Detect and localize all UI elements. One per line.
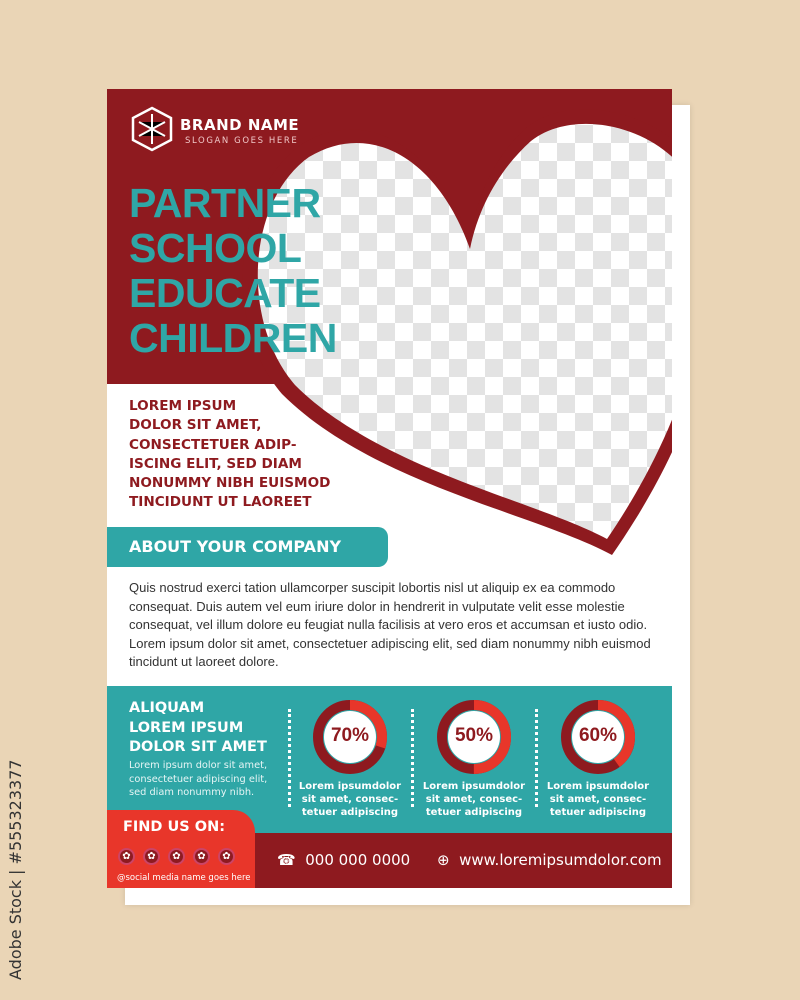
globe-icon: ⊕ (437, 851, 450, 869)
subheading-line: TINCIDUNT UT LAOREET (129, 494, 312, 511)
about-heading: ABOUT YOUR COMPANY (107, 527, 388, 567)
social-icon[interactable]: ✿ (193, 848, 210, 865)
divider (288, 709, 291, 807)
info-text-line: Lorem ipsum dolor sit amet, (129, 760, 268, 771)
find-us-label: FIND US ON: (123, 819, 226, 835)
stat-value: 50% (454, 725, 494, 746)
divider (535, 709, 538, 807)
flyer (107, 89, 672, 888)
divider (411, 709, 414, 807)
stat-value: 70% (330, 725, 370, 746)
stat-value: 60% (578, 725, 618, 746)
subheading-line: CONSECTETUER ADIP- (129, 436, 297, 453)
subheading-line: NONUMMY NIBH EUISMOD (129, 475, 331, 492)
phone-icon: ☎ (277, 851, 296, 869)
website (437, 851, 662, 869)
social-icon[interactable]: ✿ (143, 848, 160, 865)
social-icon[interactable]: ✿ (218, 848, 235, 865)
headline-line: SCHOOL (129, 225, 302, 271)
subheading-line: ISCING ELIT, SED DIAM (129, 455, 302, 472)
stat-item (419, 700, 529, 819)
headline (129, 181, 337, 361)
about-body: Quis nostrud exerci tation ullamcorper suscipit lobortis nisl ut aliquip ex ea commodo consequat. Duis autem vel eum iriure dolor in hendrerit in vulputate velit esse molestie consequat, vel illum dolore eu feugiat nulla facilisis at vero eros et accumsan et iusto odio. Lorem ipsum dolor sit amet, consectetuer adipiscing elit, sed diam nonummy nibh euismod tincidunt ut laoreet dolore. (129, 580, 651, 670)
subheading (129, 397, 330, 513)
brand-logo-icon (129, 106, 175, 152)
stat-item (543, 700, 653, 819)
headline-line: CHILDREN (129, 315, 337, 361)
info-text-line: consectetuer adipiscing elit, (129, 773, 268, 785)
stat-caption: Lorem ipsumdolor sit amet, consec- tetuer adipiscing (422, 781, 526, 818)
social-handle: @social media name goes here (117, 873, 251, 883)
social-icon[interactable]: ✿ (168, 848, 185, 865)
headline-line: PARTNER (129, 180, 321, 226)
subheading-line: LOREM IPSUM (129, 398, 237, 414)
info-text (129, 759, 267, 800)
headline-line: EDUCATE (129, 270, 321, 316)
info-text-line: sed diam nonummy nibh. (129, 787, 255, 798)
info-title-line: DOLOR SIT AMET (129, 739, 267, 755)
brand-name: BRAND NAME (180, 116, 300, 134)
website-url[interactable]: www.loremipsumdolor.com (459, 851, 662, 869)
phone-number: 000 000 0000 (305, 851, 411, 869)
phone (277, 851, 410, 869)
info-title (129, 699, 267, 758)
stat-caption: Lorem ipsumdolor sit amet, consec- tetuer adipiscing (546, 781, 650, 818)
info-title-line: ALIQUAM (129, 700, 205, 716)
stat-item (295, 700, 405, 819)
subheading-line: DOLOR SIT AMET, (129, 417, 262, 434)
brand-slogan: SLOGAN GOES HERE (185, 136, 299, 146)
info-title-line: LOREM IPSUM (129, 719, 244, 736)
watermark: Adobe Stock | #555323377 (6, 759, 25, 980)
social-icon[interactable]: ✿ (118, 848, 135, 865)
stat-caption: Lorem ipsumdolor sit amet, consec- tetuer adipiscing (298, 781, 402, 818)
